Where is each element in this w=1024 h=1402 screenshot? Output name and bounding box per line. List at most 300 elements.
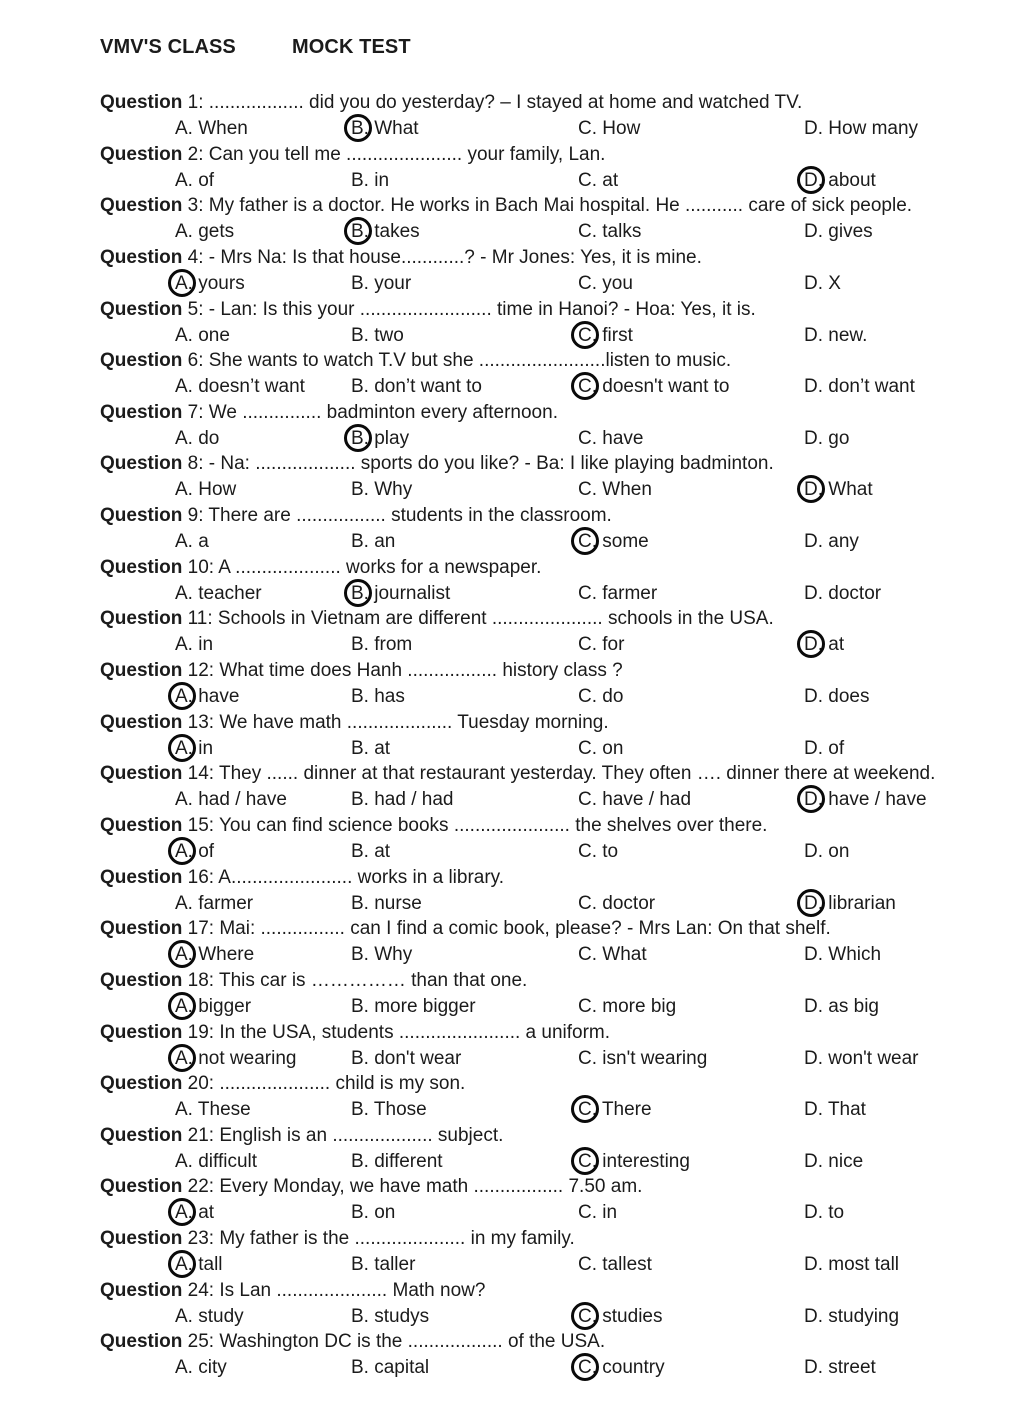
option-letter: C. xyxy=(578,118,597,139)
class-name: VMV'S CLASS xyxy=(100,36,236,58)
answer-option[interactable] xyxy=(578,995,676,1019)
question-label: Question xyxy=(100,608,183,630)
option-text: farmer xyxy=(198,892,254,914)
option-text: had / had xyxy=(374,789,454,811)
question-item xyxy=(0,1175,1024,1227)
option-text: study xyxy=(198,1305,244,1327)
question-stem xyxy=(100,969,527,993)
answer-option-selected[interactable] xyxy=(578,1356,665,1380)
option-letter: A. xyxy=(175,944,193,966)
answer-option[interactable] xyxy=(804,943,881,967)
question-number: 15 xyxy=(187,814,209,836)
answer-option-selected[interactable] xyxy=(578,375,730,399)
option-text: at xyxy=(602,169,619,191)
question-stem xyxy=(100,194,912,218)
answer-option-selected[interactable] xyxy=(578,1098,652,1122)
answer-option-selected[interactable] xyxy=(804,892,896,916)
option-text: don’t want xyxy=(828,376,915,398)
option-text: more bigger xyxy=(374,995,476,1017)
option-text: go xyxy=(828,427,850,449)
question-number: 20 xyxy=(187,1073,209,1095)
option-text: have xyxy=(198,686,240,708)
answer-option[interactable] xyxy=(578,1201,617,1225)
question-item xyxy=(0,866,1024,918)
option-letter: C. xyxy=(578,1150,597,1172)
answer-option[interactable] xyxy=(578,272,633,296)
answer-option[interactable] xyxy=(804,427,849,451)
option-text: in xyxy=(374,169,390,191)
question-text: : - Na: ................... sports do you like? - Ba: I like playing badminton. xyxy=(198,453,774,475)
option-letter: B. xyxy=(351,1305,369,1327)
answer-option[interactable] xyxy=(175,220,234,244)
option-letter: C. xyxy=(578,892,597,914)
option-letter: B. xyxy=(351,1150,369,1172)
answer-option[interactable] xyxy=(578,892,655,916)
option-letter: D. xyxy=(804,118,823,139)
answer-option[interactable] xyxy=(351,685,405,709)
answer-option[interactable] xyxy=(578,788,691,812)
question-stem xyxy=(100,349,731,373)
option-text: to xyxy=(828,1202,845,1224)
answer-option[interactable] xyxy=(804,324,867,348)
option-text: as big xyxy=(828,995,879,1017)
question-number: 14 xyxy=(187,763,209,785)
answer-option[interactable] xyxy=(578,1253,652,1277)
option-text: of xyxy=(828,737,845,759)
answer-option[interactable] xyxy=(578,582,657,606)
option-letter: B. xyxy=(351,944,369,966)
question-stem xyxy=(100,91,802,115)
answer-option[interactable] xyxy=(804,995,879,1019)
answer-option[interactable] xyxy=(804,737,844,761)
option-letter: A. xyxy=(175,272,193,294)
option-letter: C. xyxy=(578,995,597,1017)
option-text: does xyxy=(828,686,870,708)
option-letter: D. xyxy=(804,479,823,501)
answer-option[interactable] xyxy=(578,117,640,141)
answer-option-selected[interactable] xyxy=(175,1047,296,1071)
option-text: won't wear xyxy=(828,1047,919,1069)
option-letter: A. xyxy=(175,995,193,1017)
option-text: gets xyxy=(198,221,235,243)
answer-option[interactable] xyxy=(578,633,624,657)
question-stem xyxy=(100,917,831,941)
question-text: : There are ................. students in the classroom. xyxy=(198,505,612,527)
question-text: : My father is a doctor. He works in Bach Mai hospital. He ........... care of sick people. xyxy=(198,195,913,217)
question-item xyxy=(0,711,1024,763)
option-text: That xyxy=(827,1099,866,1121)
question-number: 6 xyxy=(187,350,199,372)
answer-option[interactable] xyxy=(804,1150,863,1174)
question-item xyxy=(0,298,1024,350)
option-text: takes xyxy=(374,221,420,243)
option-letter: D. xyxy=(804,686,823,708)
option-letter: C. xyxy=(578,1305,597,1327)
option-text: Why xyxy=(374,479,413,501)
question-item xyxy=(0,504,1024,556)
question-item xyxy=(0,762,1024,814)
answer-option[interactable] xyxy=(351,1150,443,1174)
option-letter: C. xyxy=(578,1047,597,1069)
question-label: Question xyxy=(100,1124,183,1146)
answer-option[interactable] xyxy=(351,995,476,1019)
option-letter: D. xyxy=(804,1202,823,1224)
option-text: an xyxy=(374,531,396,553)
option-text: nice xyxy=(828,1150,864,1172)
option-letter: B. xyxy=(351,221,369,243)
option-text: librarian xyxy=(828,892,896,914)
answer-option[interactable] xyxy=(351,1047,461,1071)
answer-option[interactable] xyxy=(351,324,404,348)
option-letter: B. xyxy=(351,427,369,449)
option-text: journalist xyxy=(374,582,451,604)
option-text: do xyxy=(198,427,220,449)
answer-option[interactable] xyxy=(804,272,841,296)
question-item xyxy=(0,1227,1024,1279)
option-letter: A. xyxy=(175,427,193,449)
option-letter: A. xyxy=(175,737,193,759)
question-label: Question xyxy=(100,401,183,423)
question-item xyxy=(0,659,1024,711)
answer-option-selected[interactable] xyxy=(804,788,927,812)
option-letter: D. xyxy=(804,892,823,914)
question-text: : We have math .................... Tuesday morning. xyxy=(208,711,609,733)
question-text: : In the USA, students ....................... a uniform. xyxy=(208,1021,611,1043)
option-letter: A. xyxy=(175,169,193,191)
answer-option[interactable] xyxy=(804,530,859,554)
answer-option[interactable] xyxy=(351,478,412,502)
option-text: difficult xyxy=(198,1150,258,1172)
answer-option[interactable] xyxy=(351,943,412,967)
answer-option[interactable] xyxy=(175,1098,251,1122)
question-stem xyxy=(100,504,612,528)
question-label: Question xyxy=(100,763,183,785)
question-text: : They ...... dinner at that restaurant yesterday. They often …. dinner there at weekend. xyxy=(208,763,936,785)
option-letter: A. xyxy=(175,892,193,914)
question-stem xyxy=(100,866,504,890)
option-text: How xyxy=(198,479,237,501)
question-stem xyxy=(100,298,756,322)
option-text: doesn't want to xyxy=(602,376,730,398)
answer-option-selected[interactable] xyxy=(804,169,876,193)
option-text: about xyxy=(828,169,876,191)
option-letter: C. xyxy=(578,634,597,656)
question-stem xyxy=(100,1124,503,1148)
option-letter: C. xyxy=(578,737,597,759)
answer-option[interactable] xyxy=(175,1356,227,1380)
option-text: These xyxy=(197,1099,251,1121)
question-text: : Can you tell me ...................... your family, Lan. xyxy=(198,143,606,165)
answer-option[interactable] xyxy=(175,375,305,399)
option-letter: D. xyxy=(804,1305,823,1327)
question-label: Question xyxy=(100,92,183,113)
option-letter: A. xyxy=(175,376,193,398)
question-item xyxy=(0,607,1024,659)
option-text: Those xyxy=(373,1099,427,1121)
option-letter: C. xyxy=(578,272,597,294)
option-letter: D. xyxy=(804,840,823,862)
option-text: doctor xyxy=(602,892,656,914)
question-item xyxy=(0,246,1024,298)
answer-option[interactable] xyxy=(351,1356,429,1380)
question-text: : Is Lan ..................... Math now? xyxy=(208,1279,486,1301)
option-text: on xyxy=(602,737,624,759)
question-item xyxy=(0,143,1024,195)
option-text: studying xyxy=(828,1305,900,1327)
question-stem xyxy=(100,246,702,270)
answer-option-selected[interactable] xyxy=(175,840,214,864)
option-text: don’t want to xyxy=(374,376,482,398)
answer-option-selected[interactable] xyxy=(351,427,409,451)
option-text: new. xyxy=(828,324,868,346)
question-label: Question xyxy=(100,1279,183,1301)
answer-option[interactable] xyxy=(578,169,618,193)
answer-option[interactable] xyxy=(804,1047,919,1071)
question-item xyxy=(0,1279,1024,1331)
answer-option[interactable] xyxy=(351,1098,427,1122)
option-text: What xyxy=(828,479,873,501)
answer-option-selected[interactable] xyxy=(578,530,649,554)
answer-option[interactable] xyxy=(804,840,849,864)
option-letter: C. xyxy=(578,376,597,398)
question-item xyxy=(0,969,1024,1021)
option-letter: B. xyxy=(351,1357,369,1379)
answer-option[interactable] xyxy=(351,1253,415,1277)
answer-option[interactable] xyxy=(175,582,262,606)
option-text: any xyxy=(828,531,859,553)
option-letter: D. xyxy=(804,324,823,346)
question-label: Question xyxy=(100,814,183,836)
option-text: of xyxy=(198,840,215,862)
option-letter: D. xyxy=(804,169,823,191)
question-text: : Every Monday, we have math ................. 7.50 am. xyxy=(208,1176,643,1198)
answer-option[interactable] xyxy=(578,220,641,244)
question-number: 16 xyxy=(187,866,209,888)
question-item xyxy=(0,814,1024,866)
question-item xyxy=(0,401,1024,453)
option-letter: C. xyxy=(578,427,597,449)
answer-option-selected[interactable] xyxy=(175,995,251,1019)
option-text: at xyxy=(374,737,391,759)
answer-option[interactable] xyxy=(175,788,287,812)
option-letter: A. xyxy=(175,634,193,656)
question-text: : English is an ................... subject. xyxy=(208,1124,504,1146)
answer-option[interactable] xyxy=(578,840,618,864)
option-letter: B. xyxy=(351,169,369,191)
option-text: How xyxy=(602,118,641,139)
answer-option-selected[interactable] xyxy=(175,272,245,296)
answer-option[interactable] xyxy=(804,220,873,244)
answer-option-selected[interactable] xyxy=(175,1201,214,1225)
answer-option[interactable] xyxy=(804,375,915,399)
question-text: : She wants to watch T.V but she ........................listen to music. xyxy=(198,350,732,372)
option-text: first xyxy=(602,324,633,346)
option-text: street xyxy=(828,1357,876,1379)
answer-option[interactable] xyxy=(578,943,647,967)
question-text: : A....................... works in a library. xyxy=(208,866,505,888)
answer-option[interactable] xyxy=(351,375,482,399)
option-text: don't wear xyxy=(374,1047,462,1069)
option-letter: B. xyxy=(351,1202,369,1224)
option-letter: B. xyxy=(351,686,369,708)
option-text: Why xyxy=(374,944,413,966)
answer-option[interactable] xyxy=(804,1253,899,1277)
question-label: Question xyxy=(100,453,183,475)
option-letter: A. xyxy=(175,1305,193,1327)
question-stem xyxy=(100,1279,485,1303)
answer-option-selected[interactable] xyxy=(175,943,254,967)
answer-option[interactable] xyxy=(175,1305,244,1329)
answer-option-selected[interactable] xyxy=(804,478,873,502)
option-text: at xyxy=(828,634,845,656)
question-text: : - Mrs Na: Is that house............? - Mr Jones: Yes, it is mine. xyxy=(198,246,702,268)
option-text: country xyxy=(602,1357,665,1379)
question-number: 5 xyxy=(187,298,199,320)
answer-option-selected[interactable] xyxy=(351,220,420,244)
option-letter: A. xyxy=(175,1357,193,1379)
answer-option[interactable] xyxy=(804,1201,844,1225)
question-label: Question xyxy=(100,1073,183,1095)
option-letter: B. xyxy=(351,531,369,553)
answer-option[interactable] xyxy=(351,633,412,657)
option-text: Where xyxy=(198,944,255,966)
question-label: Question xyxy=(100,1176,183,1198)
question-label: Question xyxy=(100,350,183,372)
question-label: Question xyxy=(100,143,183,165)
question-stem xyxy=(100,711,609,735)
question-text: : Mai: ................ can I find a comic book, please? - Mrs Lan: On that shelf. xyxy=(208,918,831,940)
option-text: for xyxy=(602,634,625,656)
answer-option[interactable] xyxy=(351,788,453,812)
question-label: Question xyxy=(100,969,183,991)
answer-option[interactable] xyxy=(804,1098,866,1122)
question-text: : .................. did you do yesterday? – I stayed at home and watched TV. xyxy=(198,92,803,113)
test-title: MOCK TEST xyxy=(292,36,411,58)
answer-option-selected[interactable] xyxy=(351,117,419,141)
answer-option[interactable] xyxy=(175,1150,257,1174)
answer-option[interactable] xyxy=(351,272,411,296)
answer-option[interactable] xyxy=(804,1356,876,1380)
answer-option-selected[interactable] xyxy=(578,1150,690,1174)
answer-option[interactable] xyxy=(351,737,390,761)
question-stem xyxy=(100,452,774,476)
option-letter: B. xyxy=(351,582,369,604)
option-letter: C. xyxy=(578,531,597,553)
question-label: Question xyxy=(100,505,183,527)
answer-option-selected[interactable] xyxy=(804,633,844,657)
answer-option-selected[interactable] xyxy=(351,582,450,606)
answer-option[interactable] xyxy=(578,1047,707,1071)
answer-option[interactable] xyxy=(578,427,643,451)
answer-option[interactable] xyxy=(804,685,869,709)
answer-option[interactable] xyxy=(351,840,390,864)
answer-option[interactable] xyxy=(578,478,652,502)
option-letter: A. xyxy=(175,1150,193,1172)
option-text: in xyxy=(198,634,214,656)
answer-option[interactable] xyxy=(804,117,918,141)
answer-option[interactable] xyxy=(351,1201,395,1225)
answer-option-selected[interactable] xyxy=(578,324,633,348)
option-text: play xyxy=(374,427,410,449)
option-text: have / have xyxy=(828,789,927,811)
question-number: 10 xyxy=(187,556,209,578)
question-stem xyxy=(100,1072,465,1096)
answer-option[interactable] xyxy=(175,169,214,193)
option-letter: C. xyxy=(578,789,597,811)
question-number: 23 xyxy=(187,1228,209,1250)
question-number: 2 xyxy=(187,143,199,165)
question-text: : - Lan: Is this your ......................... time in Hanoi? - Hoa: Yes, it is. xyxy=(198,298,756,320)
answer-option[interactable] xyxy=(175,530,209,554)
page-header xyxy=(100,36,411,59)
answer-option[interactable] xyxy=(351,530,395,554)
question-text: : Washington DC is the .................. of the USA. xyxy=(208,1331,606,1353)
question-stem xyxy=(100,556,541,580)
answer-option[interactable] xyxy=(351,892,422,916)
question-item xyxy=(0,91,1024,143)
option-text: one xyxy=(198,324,230,346)
answer-option-selected[interactable] xyxy=(175,737,213,761)
answer-option[interactable] xyxy=(175,117,248,141)
option-letter: C. xyxy=(578,1099,597,1121)
answer-option[interactable] xyxy=(578,685,623,709)
option-letter: B. xyxy=(351,737,369,759)
option-letter: D. xyxy=(804,1254,823,1276)
answer-option-selected[interactable] xyxy=(578,1305,662,1329)
question-number: 4 xyxy=(187,246,199,268)
question-stem xyxy=(100,143,605,167)
option-letter: A. xyxy=(175,531,193,553)
question-number: 22 xyxy=(187,1176,209,1198)
option-text: on xyxy=(374,1202,396,1224)
option-letter: A. xyxy=(175,221,193,243)
answer-option[interactable] xyxy=(175,478,236,502)
option-text: yours xyxy=(198,272,245,294)
question-stem xyxy=(100,814,767,838)
option-letter: B. xyxy=(351,324,369,346)
question-number: 25 xyxy=(187,1331,209,1353)
answer-option[interactable] xyxy=(351,169,389,193)
answer-option[interactable] xyxy=(175,427,219,451)
option-letter: B. xyxy=(351,1254,369,1276)
option-letter: B. xyxy=(351,995,369,1017)
question-number: 21 xyxy=(187,1124,209,1146)
option-letter: D. xyxy=(804,272,823,294)
question-item xyxy=(0,1021,1024,1073)
option-letter: A. xyxy=(175,1047,193,1069)
option-text: your xyxy=(374,272,412,294)
option-letter: C. xyxy=(578,840,597,862)
answer-option[interactable] xyxy=(175,892,253,916)
answer-option[interactable] xyxy=(804,1305,899,1329)
answer-option-selected[interactable] xyxy=(175,1253,223,1277)
option-text: different xyxy=(374,1150,443,1172)
option-text: some xyxy=(602,531,649,553)
answer-option-selected[interactable] xyxy=(175,685,239,709)
option-text: bigger xyxy=(198,995,252,1017)
answer-option[interactable] xyxy=(351,1305,429,1329)
option-text: doesn’t want xyxy=(198,376,305,398)
answer-option[interactable] xyxy=(175,633,213,657)
question-label: Question xyxy=(100,1228,183,1250)
question-label: Question xyxy=(100,1331,183,1353)
option-text: more big xyxy=(602,995,677,1017)
option-letter: B. xyxy=(351,376,369,398)
answer-option[interactable] xyxy=(804,582,881,606)
answer-option[interactable] xyxy=(578,737,623,761)
question-number: 17 xyxy=(187,918,209,940)
answer-option[interactable] xyxy=(175,324,230,348)
